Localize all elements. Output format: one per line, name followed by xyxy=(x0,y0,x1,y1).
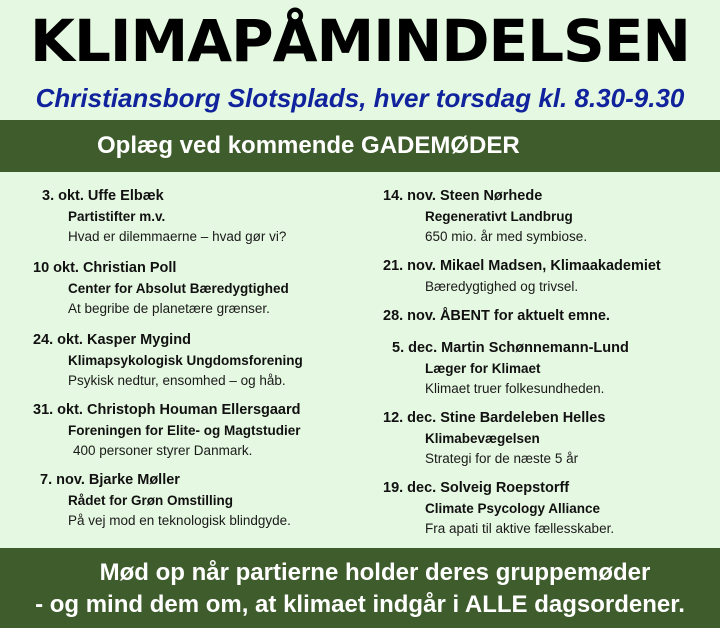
event-topic: Klimaet truer folkesundheden. xyxy=(425,381,605,396)
event-organization: Foreningen for Elite- og Magtstudier xyxy=(68,423,301,438)
event-list-left xyxy=(30,186,375,540)
event-organization: Climate Psycology Alliance xyxy=(425,501,601,516)
event-topic: Strategi for de næste 5 år xyxy=(425,451,579,466)
event-item xyxy=(383,306,713,338)
event-organization: Klimabevægelsen xyxy=(425,431,540,446)
event-date-speaker: 10 okt. Christian Poll xyxy=(33,260,177,276)
event-topic: Bæredygtighed og trivsel. xyxy=(425,279,579,294)
event-date-speaker: 14. nov. Steen Nørhede xyxy=(383,188,543,204)
event-item xyxy=(33,330,375,400)
event-organization: Rådet for Grøn Omstilling xyxy=(68,493,234,508)
event-topic: På vej mod en teknologisk blindgyde. xyxy=(68,513,291,528)
event-item xyxy=(392,338,713,408)
event-date-speaker: 7. nov. Bjarke Møller xyxy=(40,472,180,488)
section-heading-band xyxy=(0,120,720,172)
event-topic: 650 mio. år med symbiose. xyxy=(425,229,588,244)
event-topic: Fra apati til aktive fællesskaber. xyxy=(425,521,615,536)
event-item xyxy=(33,400,375,470)
event-item xyxy=(33,258,375,330)
event-item xyxy=(383,186,713,256)
location-time-subtitle: Christiansborg Slotsplads, hver torsdag kl. 8.30-9.30 xyxy=(35,83,685,113)
event-organization: Læger for Klimaet xyxy=(425,361,541,376)
footer-message: - og mind dem om, at klimaet indgår i ALLE dagsordener. xyxy=(35,591,685,618)
event-date-speaker: 5. dec. Martin Schønnemann-Lund xyxy=(392,340,629,356)
footer-call-to-action: Mød op når partierne holder deres gruppemøder xyxy=(99,559,651,586)
event-date-speaker: 24. okt. Kasper Mygind xyxy=(33,332,191,348)
event-date-speaker: 3. okt. Uffe Elbæk xyxy=(42,188,164,204)
event-date-speaker: 12. dec. Stine Bardeleben Helles xyxy=(383,410,606,426)
event-organization: Klimapsykologisk Ungdomsforening xyxy=(68,353,303,368)
event-date-speaker: 28. nov. ÅBENT for aktuelt emne. xyxy=(383,308,610,324)
event-date-speaker: 21. nov. Mikael Madsen, Klimaakademiet xyxy=(383,258,661,274)
event-organization: Partistifter m.v. xyxy=(68,209,166,224)
event-date-speaker: 31. okt. Christoph Houman Ellersgaard xyxy=(33,402,301,418)
event-topic: 400 personer styrer Danmark. xyxy=(73,443,253,458)
event-item xyxy=(383,478,713,548)
page-title: KLIMAPÅMINDELSEN xyxy=(30,7,690,75)
event-date-speaker: 19. dec. Solveig Roepstorff xyxy=(383,480,570,496)
section-heading: Oplæg ved kommende GADEMØDER xyxy=(97,132,520,159)
event-organization: Center for Absolut Bæredygtighed xyxy=(68,281,289,296)
event-topic: At begribe de planetære grænser. xyxy=(68,301,270,316)
event-item xyxy=(383,408,713,478)
event-topic: Psykisk nedtur, ensomhed – og håb. xyxy=(68,373,286,388)
event-item xyxy=(383,256,713,306)
event-list-right xyxy=(383,186,713,548)
event-item xyxy=(42,186,375,258)
footer-band xyxy=(0,548,720,628)
event-topic: Hvad er dilemmaerne – hvad gør vi? xyxy=(68,229,287,244)
event-organization: Regenerativt Landbrug xyxy=(425,209,573,224)
event-item xyxy=(40,470,375,540)
